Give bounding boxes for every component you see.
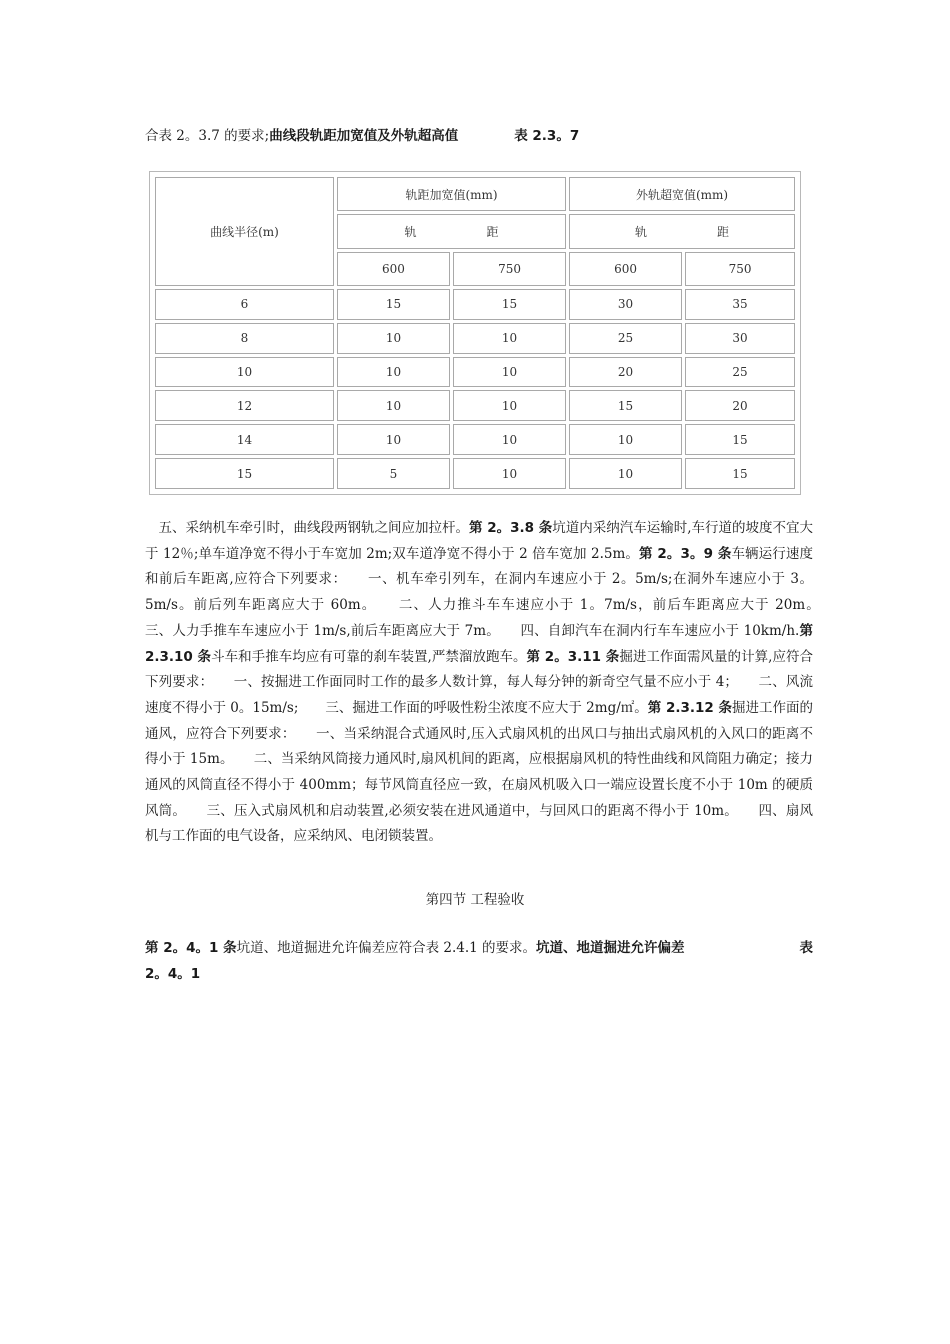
article-number: 第 2。3.8 条 (469, 520, 553, 536)
table-number-prefix: 表 (799, 940, 813, 956)
cell-gauge-750: 10 (453, 357, 566, 388)
cell-super-600: 30 (569, 289, 682, 320)
table-number: 2。4。1 (145, 965, 201, 982)
header-curve-radius: 曲线半径(m) (155, 177, 334, 286)
cell-gauge-600: 5 (337, 458, 450, 489)
cell-super-600: 15 (569, 390, 682, 421)
cell-super-750: 25 (685, 357, 795, 388)
table-title: 曲线段轨距加宽值及外轨超高值 (269, 128, 459, 144)
gauge-label: 距 (717, 224, 730, 239)
header-gauge-widening: 轨距加宽值(mm) (337, 177, 566, 211)
text-run: 掘进工作面的通风，应符合下列要求： 一、当采纳混合式通风时,压入式扇风机的出风口与抽出式扇风机的入风口的距离不得小于 15m。 二、当采纳风筒接力通风时,扇风机间的距离，应根据扇风机的特性曲线和风筒阻力确定；接力通风的风筒直径不得小于 400mm；每节风筒直径应一致，在扇风机吸入口一端应设置长度不小于 10m 的硬质风筒。 三、压入式扇风机和启动装置,必须安装在进风通道中，与回风口的距离不得小于 10m。 四、扇风机与工作面的电气设备，应采纳风、电闭锁装置。 (145, 699, 813, 845)
cell-super-750: 35 (685, 289, 795, 320)
header-track-gauge-2 (569, 214, 795, 248)
cell-gauge-600: 10 (337, 357, 450, 388)
text-run: 坑道内采纳汽车运输时,车行道的坡度不宜大于 12％;单车道净宽不得小于车宽加 2m;双车道净宽不得小于 2 倍车宽加 2.5m。 (145, 520, 814, 562)
article-number: 第 2。3.11 条 (526, 648, 620, 665)
cell-radius: 10 (155, 357, 334, 388)
cell-super-750: 30 (685, 323, 795, 354)
track-label: 轨 (404, 224, 417, 239)
table-row (155, 458, 795, 489)
cell-radius: 8 (155, 323, 334, 354)
cell-super-600: 25 (569, 323, 682, 354)
intro-text: 合表 2。3.7 的要求; (145, 128, 270, 144)
table-title: 坑道、地道掘进允许偏差 (536, 940, 685, 956)
article-number: 第 2。3。9 条 (639, 545, 732, 562)
intro-line (145, 125, 815, 147)
gauge-table-frame (149, 171, 801, 495)
text-run: 坑道、地道掘进允许偏差应符合表 2.4.1 的要求。 (236, 940, 537, 956)
cell-gauge-750: 10 (453, 458, 566, 489)
gauge-table (152, 174, 798, 492)
cell-gauge-750: 10 (453, 323, 566, 354)
body-paragraph-1 (145, 516, 840, 850)
cell-radius: 12 (155, 390, 334, 421)
body-paragraph-2 (145, 936, 813, 987)
section-title: 第四节 工程验收 (425, 892, 525, 908)
cell-super-750: 15 (685, 424, 795, 455)
cell-gauge-750: 15 (453, 289, 566, 320)
header-750: 750 (685, 252, 795, 286)
article-number: 第 2。4。1 条 (145, 940, 237, 956)
table-row (155, 323, 795, 354)
article-number: 第 2.3.12 条 (647, 699, 732, 716)
cell-gauge-600: 10 (337, 424, 450, 455)
article-number: 第 2.3.10 条 (145, 622, 813, 665)
cell-super-750: 20 (685, 390, 795, 421)
cell-gauge-600: 10 (337, 390, 450, 421)
table-row (155, 424, 795, 455)
text-run: 五、采纳机车牵引时，曲线段两钢轨之间应加拉杆。 (145, 520, 469, 536)
cell-super-600: 10 (569, 458, 682, 489)
header-750: 750 (453, 252, 566, 286)
cell-super-750: 15 (685, 458, 795, 489)
cell-radius: 14 (155, 424, 334, 455)
table-row (155, 289, 795, 320)
header-600: 600 (337, 252, 450, 286)
header-track-gauge-1 (337, 214, 566, 248)
header-600: 600 (569, 252, 682, 286)
cell-radius: 15 (155, 458, 334, 489)
text-run: 掘进工作面需风量的计算,应符合下列要求： 一、按掘进工作面同时工作的最多人数计算，每人每分钟的新奇空气量不应小于 4； 二、风流速度不得小于 0。15m/s; 三、掘进工作面的呼吸性粉尘浓度不应大于 2mg/㎡。 (145, 648, 814, 716)
cell-radius: 6 (155, 289, 334, 320)
header-superelevation: 外轨超宽值(mm) (569, 177, 795, 211)
cell-gauge-600: 15 (337, 289, 450, 320)
cell-gauge-750: 10 (453, 390, 566, 421)
text-run: 斗车和手推车均应有可靠的刹车装置,严禁溜放跑车。 (211, 648, 527, 665)
gauge-label: 距 (486, 224, 499, 239)
table-number: 表 2.3。7 (514, 128, 580, 144)
cell-super-600: 10 (569, 424, 682, 455)
cell-gauge-750: 10 (453, 424, 566, 455)
cell-gauge-600: 10 (337, 323, 450, 354)
text-run: 车辆运行速度和前后车距离,应符合下列要求： 一、机车牵引列车，在洞内车速应小于 2。5m/s;在洞外车速应小于 3。5m/s。前后列车距离应大于 60m。 二、人力推斗车车速应小于 1。7m/s，前后车距离应大于 20m。 三、人力手推车车速应小于 1m/s,前后车距离应大于 7m。 四、自卸汽车在洞内行车车速应小于 10km/h. (145, 545, 840, 639)
table-row (155, 357, 795, 388)
table-row (155, 390, 795, 421)
track-label: 轨 (635, 224, 648, 239)
cell-super-600: 20 (569, 357, 682, 388)
